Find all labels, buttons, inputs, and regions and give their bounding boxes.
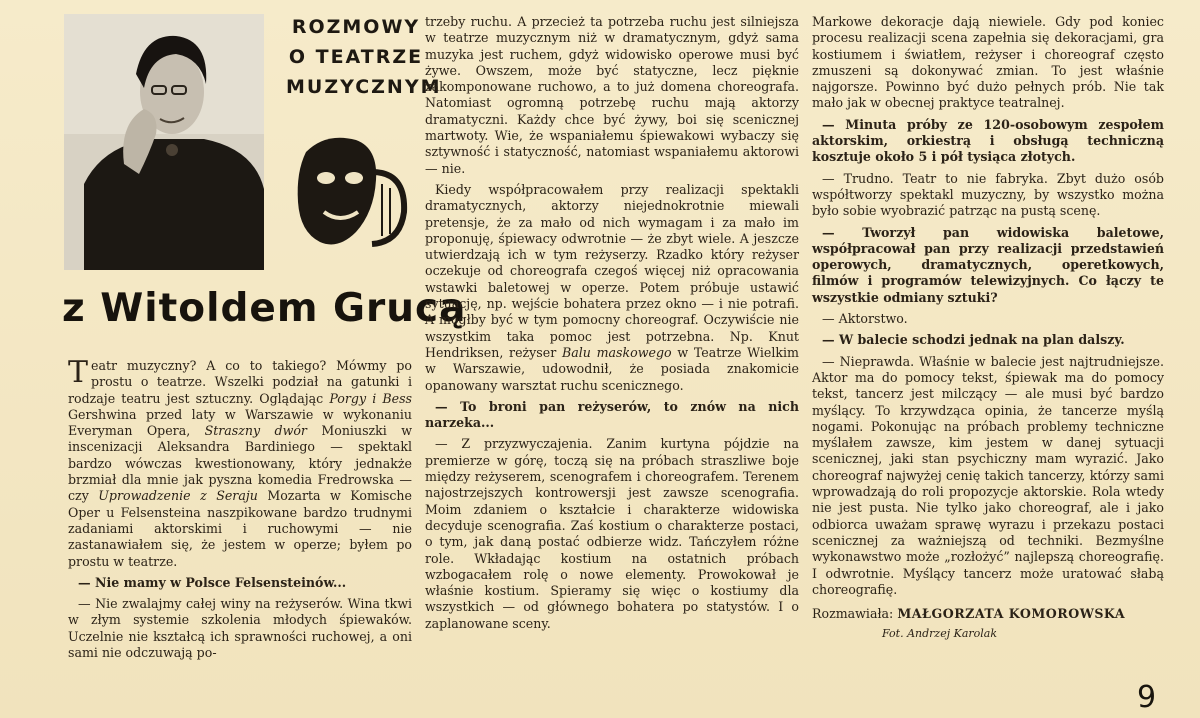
drop-cap: T [68,355,89,390]
article-column-1 [68,355,412,666]
page-number: 9 [1137,680,1157,715]
section-kicker [286,12,442,102]
portrait-photo [64,14,264,270]
paragraph: Teatr muzyczny? A co to takiego? Mówmy po prostu o teatrze. Wszelki podział na gatunki i rodzaje teatru jest sztuczny. Oglądając Porgy i Bess Gershwina przed laty w Warszawie w wykonaniu Everyman Opera, Straszny dwór Moniuszki w inscenizacji Aleksandra Bardiniego — spektakl bardzo wówczas kwestionowany, który jednakże brzmiał dla mnie jak pyszna komedia Fredrowska — czy Uprowadzenie z Seraju Mozarta w Komische Oper u Felsensteina naszpikowane bardzo trudnymi zadaniami aktorskimi i ruchowymi — nie zastanawiałem się, że jestem w operze; byłem po prostu w teatrze. [68,355,412,569]
article-column-3 [812,14,1164,641]
paragraph: — Trudno. Teatr to nie fabryka. Zbyt dużo osób współtworzy spektakl muzyczny, by wszystko można było sobie wyobrazić patrząc na pustą scenę. [812,170,1164,219]
article-headline: z Witoldem Grucą [62,286,467,331]
paragraph: — Nie zwalajmy całej winy na reżyserów. Wina tkwi w złym systemie szkolenia młodych śpiewaków. Uczelnie nie kształcą ich sprawności ruchowej, a oni sami nie odczuwają po- [68,596,412,661]
paragraph: Markowe dekoracje dają niewiele. Gdy pod koniec procesu realizacji scena zapełnia się dekoracjami, gra kostiumem i światłem, reżyser i choreograf często zmuszeni są dokonywać zmian. To jest właśnie najgorsze. Powinno być dużo pełnych prób. Nie tak mało jak w obecnej praktyce teatralnej. [812,14,1164,111]
paragraph: — Z przyzwyczajenia. Zanim kurtyna pójdzie na premierze w górę, toczą się na próbach straszliwe boje między reżyserem, scenografem i choreografem. Terenem najostrzejszych kontrowersji jest zawsze scenografia. Moim zdaniem o kształcie i charakterze widowiska decyduje scenografia. Zaś kostium o charakterze postaci, o tym, jak daną postać odbierze widz. Tańczyłem różne role. Wkładając kostium na ostatnich próbach wzbogacałem rolę o nowe elementy. Prowokował je właśnie kostium. Spieramy się więc o kostiumy dla wszystkich — od głównego bohatera po statystów. I o zaplanowane sceny. [425,436,799,631]
photo-credit: Fot. Andrzej Karolak [882,627,998,641]
kicker-line: O TEATRZE [288,46,424,68]
paragraph: — Aktorstwo. [822,311,908,327]
interviewer-credit: Rozmawiała: MAŁGORZATA KOMOROWSKA [812,606,1126,622]
paragraph: Kiedy współpracowałem przy realizacji spektakli dramatycznych, aktorzy niejednokrotnie miewali pretensje, że za mało od nich wymagam i za mało im proponuję, śpiewacy odwrotnie — że zbyt wiele. A jeszcze utwierdzają ich w tym reżyserzy. Rzadko który reżyser oczekuje od choreografa czegoś więcej niż opracowania wstawki baletowej w operze. Potem próbuje ustawić sytuację, np. wejście bohatera przez okno — i nie potrafi. A mógłby być w tym pomocny choreograf. Oczywiście nie wszystkim taka pomoc jest potrzebna. Np. Knut Hendriksen, reżyser Balu maskowego w Teatrze Wielkim w Warszawie, udowodnił, że posiada znakomicie opanowany warsztat ruchu scenicznego. [425,181,799,393]
paragraph: — Nieprawda. Właśnie w balecie jest najtrudniejsze. Aktor ma do pomocy tekst, śpiewak ma do pomocy tekst, tancerz jest milczący — ale musi być bardzo myślący. To krzywdząca opinia, że tancerze myślą nogami. Pokonując na próbach problemy techniczne myślałem zawsze, kim jestem w danej sytuacji scenicznej, jaki stan psychiczny mam wyrazić. Jako choreograf najwyżej cenię takich tancerzy, którzy sami wprowadzają do roli propozycje aktorskie. Rola wtedy nie jest pusta. Nie tylko jako choreograf, ale i jako odbiorca uważam sprawę wyrazu i przekazu postaci scenicznej za ważniejszą od techniki. Bezmyślne wykonawstwo może „rozłożyć” najlepszą choreografię. I odwrotnie. Myślący tancerz może uratować słabą choreografię. [812,353,1164,597]
interview-question: — Minuta próby ze 120-osobowym zespołem aktorskim, orkiestrą i obsługą techniczną kosztuje około 5 i pół tysiąca złotych. [812,116,1164,165]
interview-question: — W balecie schodzi jednak na plan dalszy. [822,332,1125,348]
interview-question: — To broni pan reżyserów, to znów na nich narzeka... [425,398,799,431]
interview-question: — Tworzył pan widowiska baletowe, współpracował pan przy realizacji przedstawień operowych, dramatycznych, operetkowych, filmów i programów telewizyjnych. Co łączy te wszystkie odmiany sztuki? [812,224,1164,305]
kicker-line: ROZMOWY [291,16,421,38]
article-column-2 [425,14,799,637]
paragraph: trzeby ruchu. A przecież ta potrzeba ruchu jest silniejsza w teatrze muzycznym niż w dramatycznym, gdyż sama muzyka jest ruchem, gdyż widowisko operowe musi być żywe. Owszem, może być statyczne, lecz pięknie zakomponowane ruchowo, a to już domena choreografa. Natomiast ogromną potrzebę ruchu mają aktorzy dramatyczni. Każdy chce być żywy, boi się scenicznej martwoty. Wie, że wspaniałemu śpiewakowi wybaczy się sztywność i statyczność, natomiast wspaniałemu aktorowi — nie. [425,14,799,176]
portrait-photo-image [64,14,264,270]
kicker-line: MUZYCZNYM [286,76,442,98]
theatre-mask-lyre-icon [286,132,410,260]
interview-question: — Nie mamy w Polsce Felsensteinów... [78,574,347,590]
